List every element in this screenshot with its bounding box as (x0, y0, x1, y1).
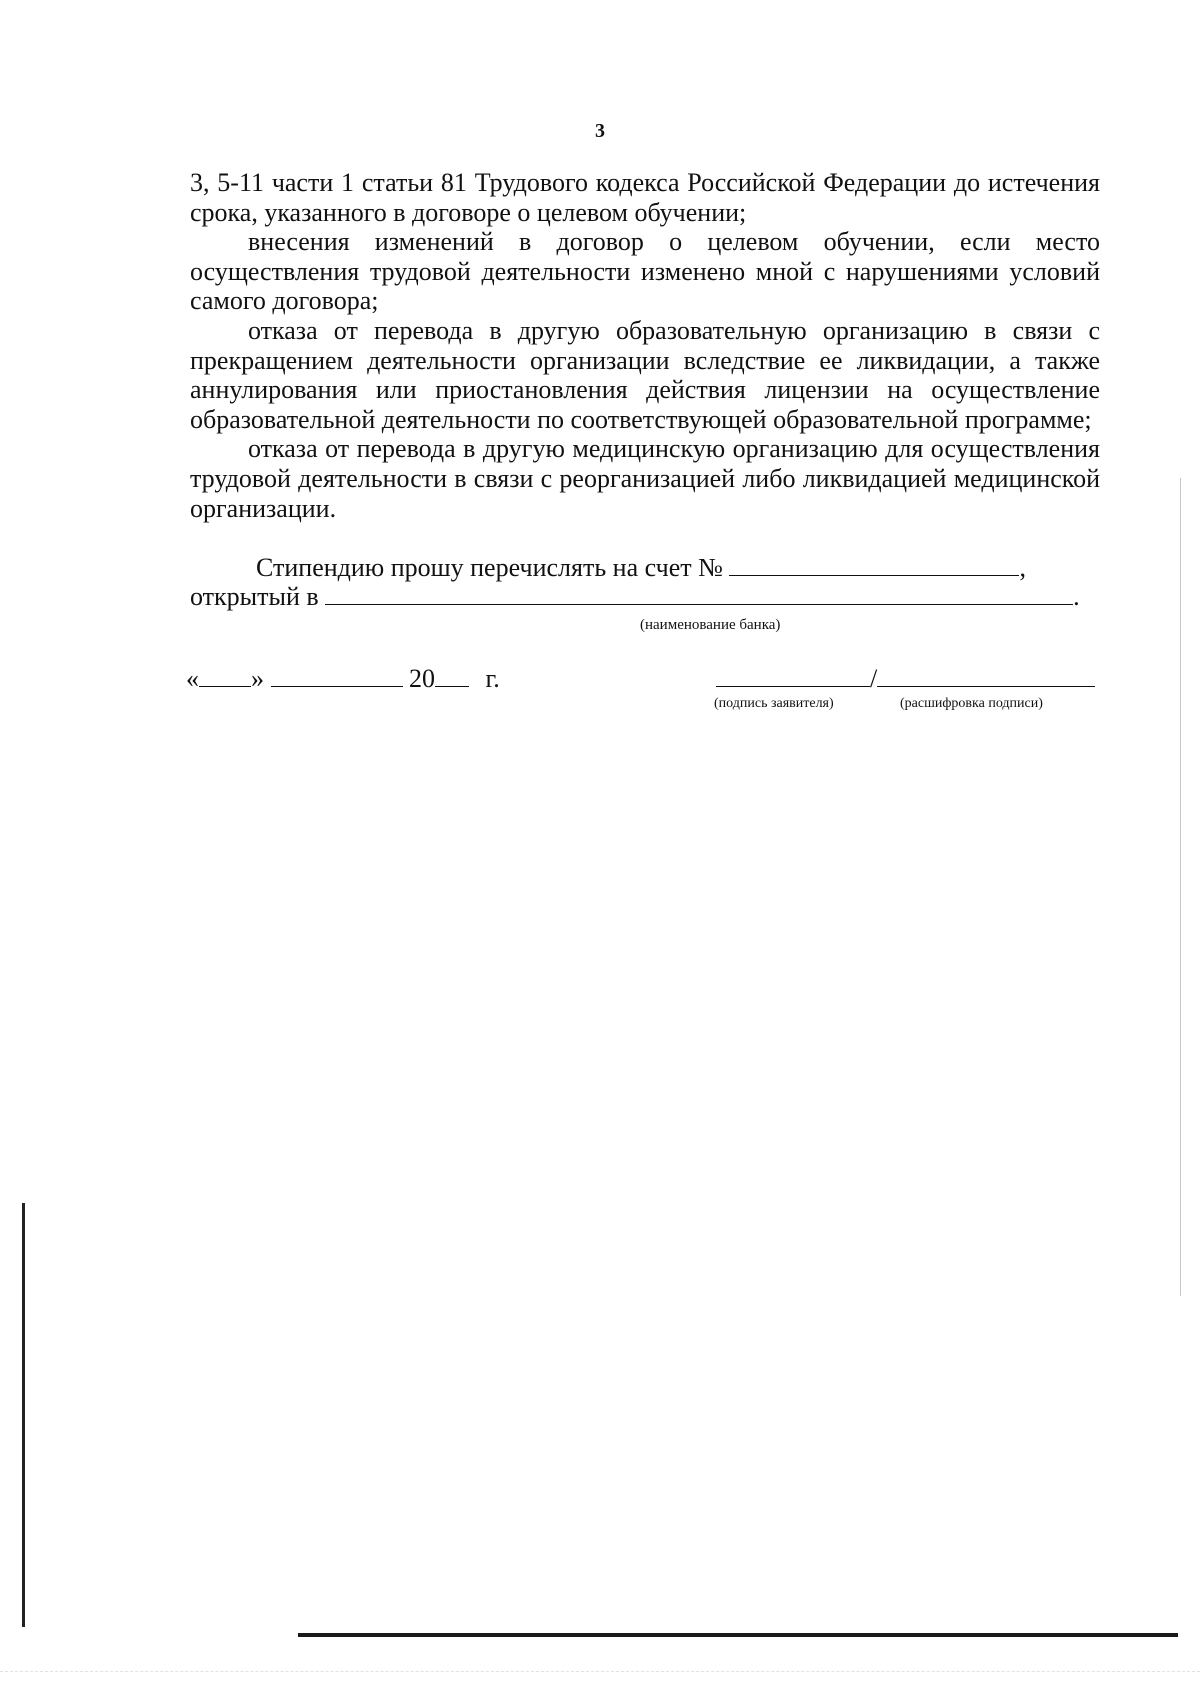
account-comma: , (1019, 553, 1026, 582)
account-number-field[interactable] (729, 553, 1019, 576)
bank-name-field[interactable] (325, 582, 1073, 605)
scan-bottom-artifact (0, 1670, 1200, 1672)
paragraph-education-transfer: отказа от перевода в другую образовательную организацию в связи с прекращением деятельности организации вследствие ее ликвидации, а также аннулирования или приостановления действия лицензии на осуществление образовательной деятельности по соответствующей образовательной программе; (190, 315, 1100, 434)
month-field[interactable] (271, 664, 403, 687)
account-label: Стипендию прошу перечислять на счет № (256, 553, 723, 582)
year-century: 20 (409, 664, 435, 693)
signature-caption: (подпись заявителя) (714, 696, 834, 711)
signature-field[interactable] (716, 664, 870, 687)
bank-line (190, 582, 1100, 612)
day-field[interactable] (199, 664, 251, 687)
date-open-quote: « (186, 664, 199, 693)
signature-separator: / (870, 664, 878, 693)
bank-caption: (наименование банка) (640, 617, 781, 633)
year-suffix: г. (485, 664, 500, 693)
year-field[interactable] (435, 664, 469, 687)
signature-line (716, 664, 1100, 694)
scan-bottom-line (298, 1633, 1178, 1637)
scan-edge-left (22, 1203, 25, 1627)
bank-period: . (1073, 582, 1080, 611)
date-line (186, 664, 500, 694)
signature-decoding-field[interactable] (877, 664, 1095, 687)
paragraph-medical-transfer: отказа от перевода в другую медицинскую организацию для осуществления трудовой деятельности в связи с реорганизацией либо ликвидацией медицинской организации. (190, 434, 1100, 523)
document-body (190, 168, 1100, 523)
date-close-quote: » (251, 664, 264, 693)
paragraph-contract-changes: внесения изменений в договор о целевом обучении, если место осуществления трудовой деятельности изменено мной с нарушениями условий самого договора; (190, 227, 1100, 316)
paragraph-article-81: 3, 5-11 части 1 статьи 81 Трудового кодекса Российской Федерации до истечения срока, указанного в договоре о целевом обучении; (190, 168, 1100, 227)
page-number: 3 (595, 120, 605, 142)
bank-label: открытый в (190, 582, 319, 611)
scan-edge-right (1180, 478, 1181, 1296)
account-line (256, 553, 1100, 583)
signature-decoding-caption: (расшифровка подписи) (900, 696, 1043, 711)
